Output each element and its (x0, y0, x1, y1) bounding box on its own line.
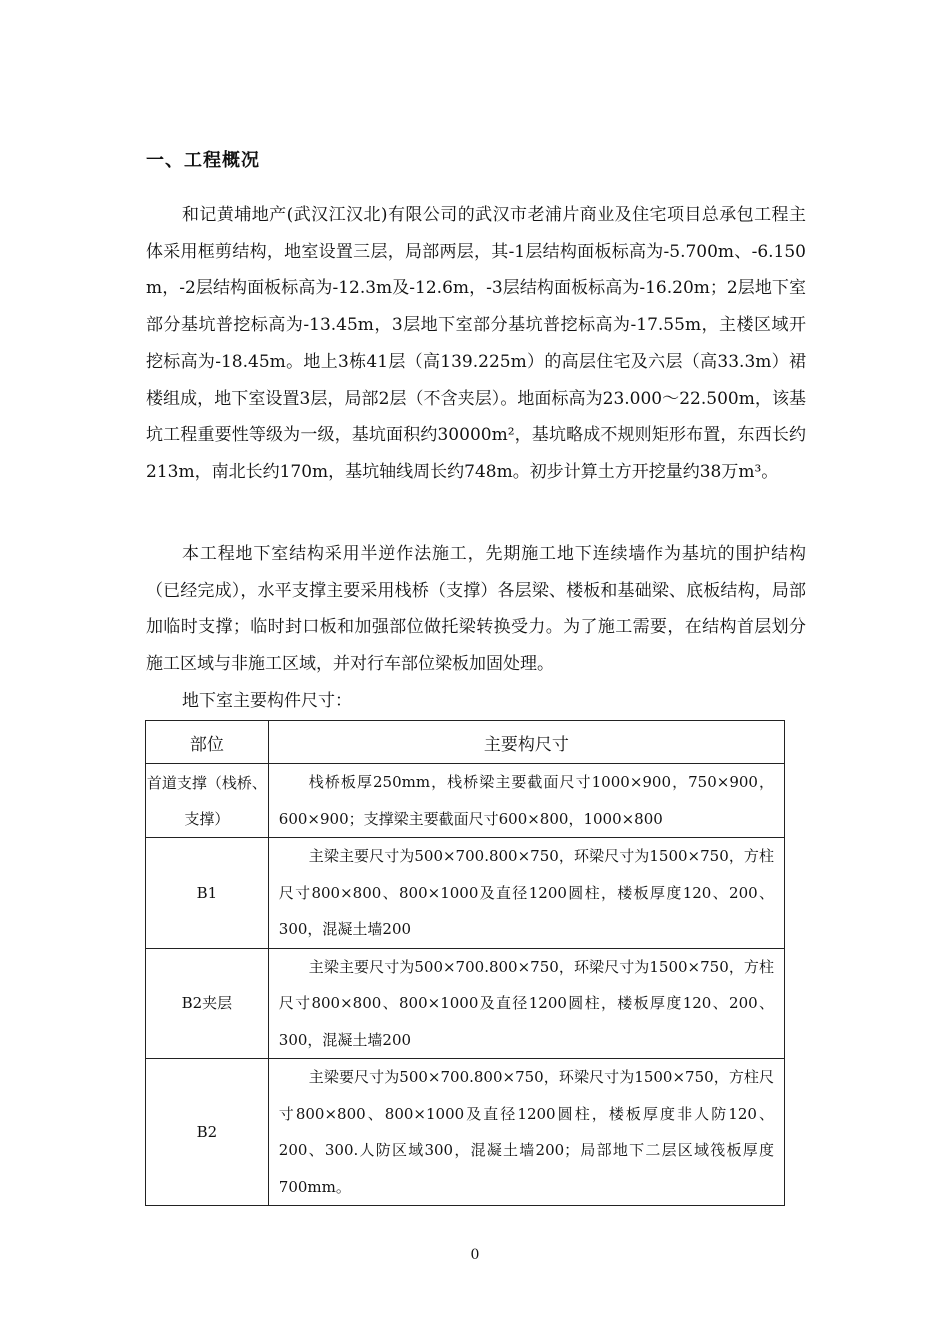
header-location: 部位 (146, 721, 269, 764)
table-header-row (146, 721, 785, 764)
header-dimensions: 主要构尺寸 (268, 721, 784, 764)
paragraph-construction-method: 本工程地下室结构采用半逆作法施工，先期施工地下连续墙作为基坑的围护结构（已经完成），水平支撑主要采用栈桥（支撑）各层梁、楼板和基础梁、底板结构，局部加临时支撑；临时封口板和加强部位做托梁转换受力。为了施工需要，在结构首层划分施工区域与非施工区域，并对行车部位梁板加固处理。 (146, 544, 806, 675)
row-dimensions: 主梁主要尺寸为500×700.800×750，环梁尺寸为1500×750，方柱尺寸800×800、800×1000及直径1200圆柱，楼板厚度120、200、300，混凝土墙200 (268, 838, 784, 949)
row-location: B1 (146, 838, 269, 949)
table-row (146, 948, 785, 1059)
row-dimensions: 主梁要尺寸为500×700.800×750，环梁尺寸为1500×750，方柱尺寸800×800、800×1000及直径1200圆柱，楼板厚度非人防120、200、300.人防区域300，混凝土墙200；局部地下二层区域筏板厚度700mm。 (268, 1059, 784, 1206)
row-dimensions: 主梁主要尺寸为500×700.800×750，环梁尺寸为1500×750，方柱尺寸800×800、800×1000及直径1200圆柱，楼板厚度120、200、300，混凝土墙200 (268, 948, 784, 1059)
paragraph-overview: 和记黄埔地产(武汉江汉北)有限公司的武汉市老浦片商业及住宅项目总承包工程主体采用框剪结构，地室设置三层，局部两层，其-1层结构面板标高为-5.700m、-6.150 m，-2层结构面板标高为-12.3m及-12.6m，-3层结构面板标高为-16.20m；2层地下室部分基坑普挖标高为-13.45m，3层地下室部分基坑普挖标高为-17.55m，主楼区域开挖标高为-18.45m。地上3栋41层（高139.225m）的高层住宅及六层（高33.3m）裙楼组成，地下室设置3层，局部2层（不含夹层）。地面标高为23.000～22.500m，该基坑工程重要性等级为一级，基坑面积约30000m²，基坑略成不规则矩形布置，东西长约213m，南北长约170m，基坑轴线周长约748m。初步计算土方开挖量约38万m³。 (146, 205, 806, 482)
table-row (146, 1059, 785, 1206)
row-location: 首道支撑（栈桥、支撑） (146, 764, 269, 838)
section-heading: 一、工程概况 (146, 150, 260, 171)
table-row (146, 838, 785, 949)
row-location: B2 (146, 1059, 269, 1206)
table-caption: 地下室主要构件尺寸： (182, 691, 352, 711)
page-number: 0 (470, 1247, 480, 1263)
component-dimensions-table (145, 720, 785, 1206)
row-location: B2夹层 (146, 948, 269, 1059)
table-row (146, 764, 785, 838)
row-dimensions: 栈桥板厚250mm，栈桥梁主要截面尺寸1000×900，750×900，600×900；支撑梁主要截面尺寸600×800，1000×800 (268, 764, 784, 838)
